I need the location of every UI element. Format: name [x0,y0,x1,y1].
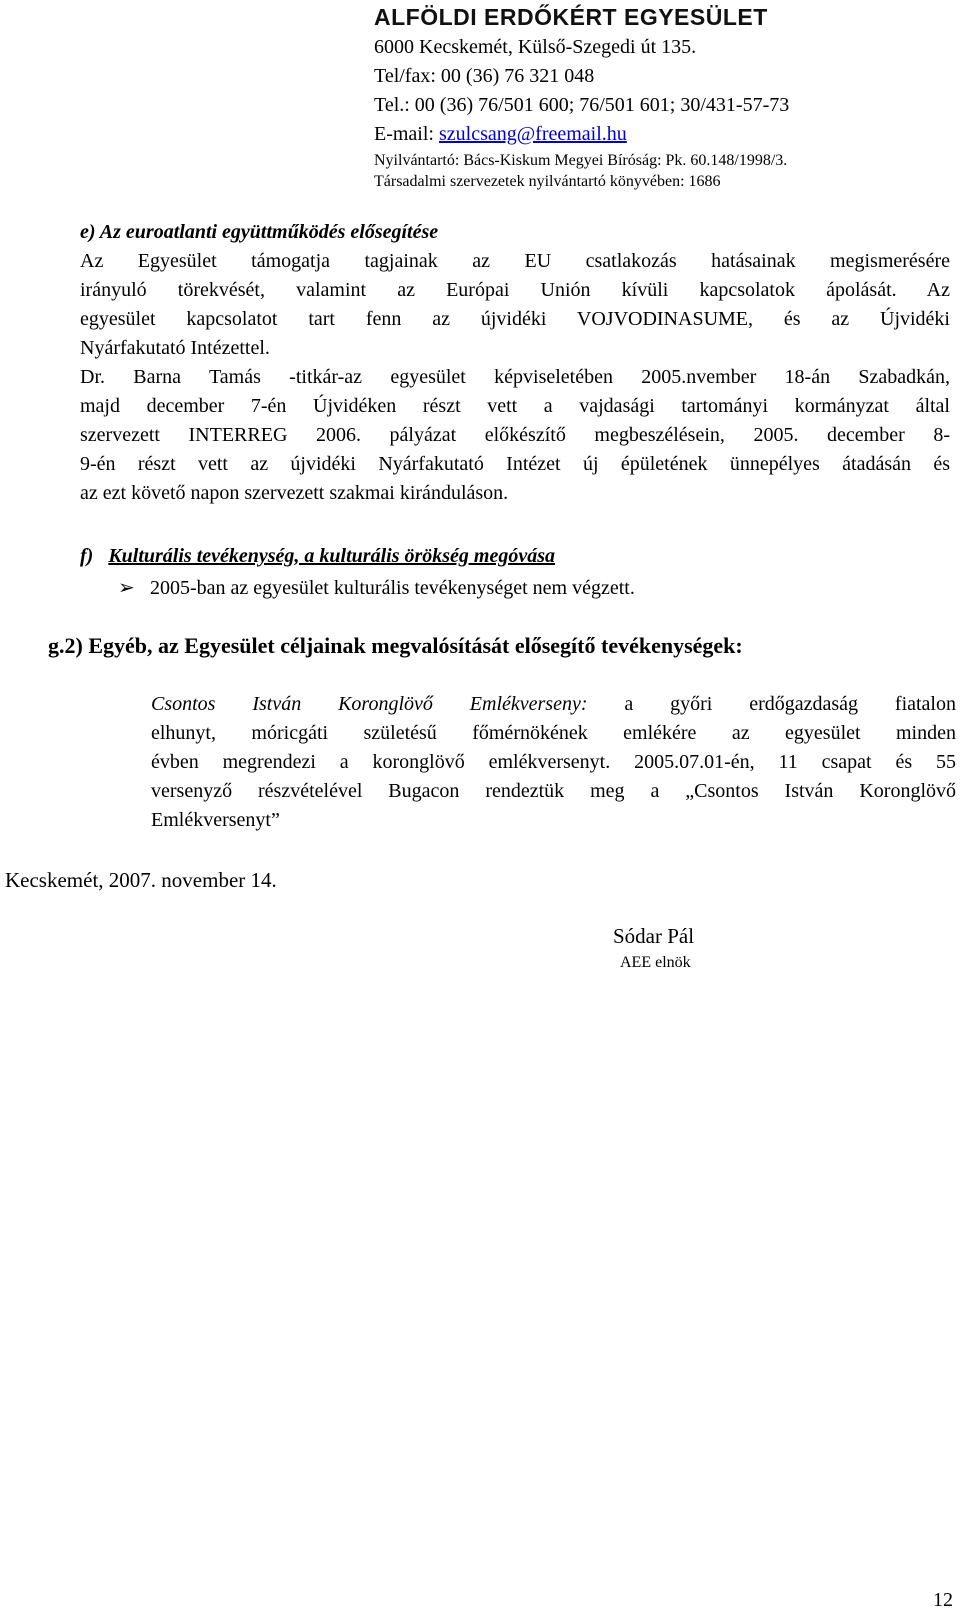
place-and-date: Kecskemét, 2007. november 14. [5,868,277,892]
email-line [374,123,627,146]
organization-name: ALFÖLDI ERDŐKÉRT EGYESÜLET [374,4,768,30]
section-e-line: Dr. Barna Tamás -titkár-az egyesület képviseletében 2005.nvember 18-án Szabadkán, [80,366,950,388]
section-e-line: szervezett INTERREG 2006. pályázat előkészítő megbeszélésein, 2005. december 8- [80,424,950,446]
event-title-rest: a győri erdőgazdaság fiatalon [587,693,956,715]
society-registry: Társadalmi szervezetek nyilvántartó könyvében: 1686 [374,173,721,190]
section-e-line: Nyárfakutató Intézettel. [80,337,270,359]
court-registry: Nyilvántartó: Bács-Kiskum Megyei Bíróság: Pk. 60.148/1998/3. [374,152,788,169]
signer-name: Sódar Pál [613,924,695,948]
section-g-line [151,690,956,719]
section-g-line: évben megrendezi a koronglövő emlékversenyt. 2005.07.01-én, 11 csapat és 55 [151,751,956,773]
section-f-title: Kulturális tevékenység, a kulturális örökség megóvása [108,545,556,567]
section-g-line: versenyző részvételével Bugacon rendeztük meg a „Csontos István Koronglövő [151,780,956,802]
section-e-line: Az Egyesület támogatja tagjainak az EU csatlakozás hatásainak megismerésére [80,250,950,272]
section-f-heading [80,545,555,568]
section-g-line: Emlékversenyt” [151,809,280,831]
section-g-heading: g.2) Egyéb, az Egyesület céljainak megvalósítását elősegítő tevékenységek: [48,633,743,658]
section-e [80,218,950,508]
section-e-line: az ezt követő napon szervezett szakmai kiránduláson. [80,482,509,504]
email-link[interactable]: szulcsang@freemail.hu [438,123,627,145]
section-f-bullet [118,575,635,600]
tel-fax: Tel/fax: 00 (36) 76 321 048 [374,65,595,87]
section-e-line: 9-én részt vett az újvidéki Nyárfakutató Intézet új épületének ünnepélyes átadásán és [80,453,950,475]
section-g-paragraph [151,690,956,835]
section-g-line: elhunyt, móricgáti születésű főmérnökének emlékére az egyesület minden [151,722,956,744]
arrow-bullet-icon: ➢ [118,577,135,599]
signer-role: AEE elnök [620,954,691,971]
page-number: 12 [933,1589,953,1611]
section-f-bullet-text: 2005-ban az egyesület kulturális tevékenységet nem végzett. [150,577,635,599]
section-e-heading: e) Az euroatlanti együttműködés elősegítése [80,221,439,243]
section-e-line: irányuló törekvését, valamint az Európai Unión kívüli kapcsolatok ápolását. Az [80,279,950,301]
event-title: Csontos István Koronglövő Emlékverseny: [151,693,588,715]
address: 6000 Kecskemét, Külső-Szegedi út 135. [374,36,697,58]
section-e-line: egyesület kapcsolatot tart fenn az újvidéki VOJVODINASUME, és az Újvidéki [80,308,950,330]
section-e-line: majd december 7-én Újvidéken részt vett a vajdasági tartományi kormányzat által [80,395,950,417]
section-f-letter: f) [80,545,94,567]
telephone: Tel.: 00 (36) 76/501 600; 76/501 601; 30/431-57-73 [374,94,790,116]
email-label: E-mail: [374,123,439,145]
